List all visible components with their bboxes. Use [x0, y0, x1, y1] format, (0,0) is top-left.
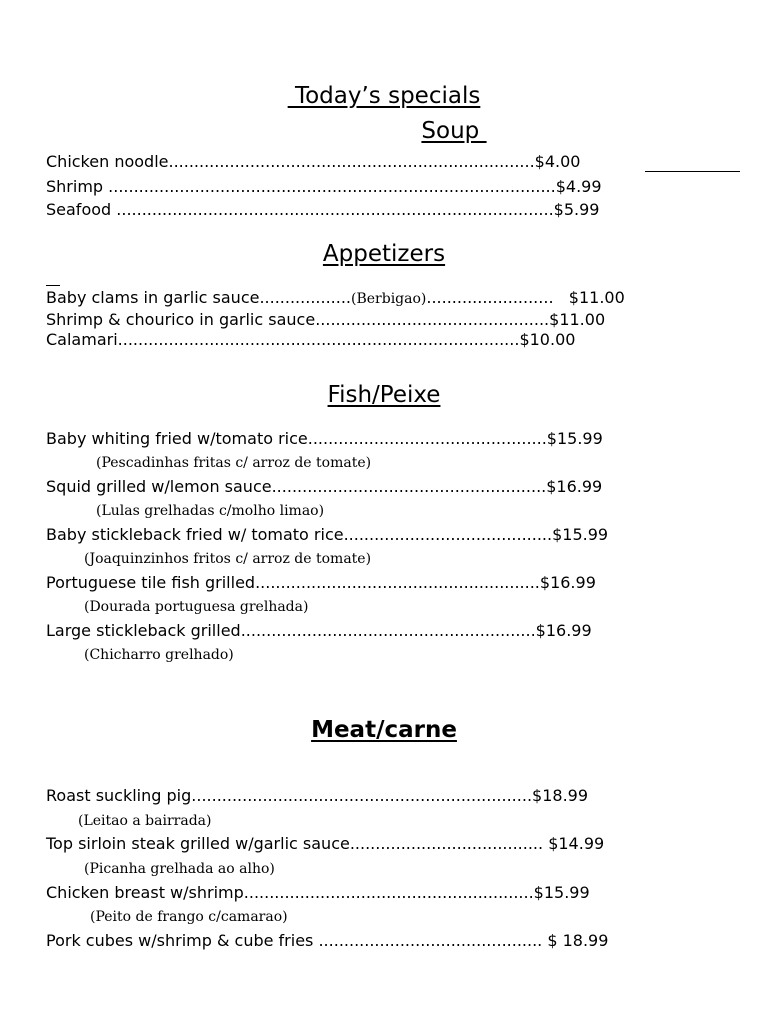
item-price: $16.99 — [546, 477, 603, 496]
item-translation: (Peito de frango c/camarao) — [90, 909, 288, 925]
item-name: Top sirloin steak grilled w/garlic sauce — [46, 834, 350, 853]
item-dots: ......................................................... — [243, 883, 534, 902]
item-name: Chicken noodle — [46, 152, 169, 171]
item-translation: (Pescadinhas fritas c/ arroz de tomate) — [96, 455, 372, 471]
item-dots: ............................................................................... — [117, 330, 520, 349]
item-name: Seafood — [46, 200, 117, 219]
menu-item — [46, 525, 608, 545]
item-price: $ 18.99 — [547, 931, 609, 950]
item-dots: ........................................................................................ — [108, 177, 556, 196]
item-dots: ........................................................ — [255, 573, 540, 592]
item-name: Portuguese tile fish grilled — [46, 573, 256, 592]
item-name: Calamari — [46, 330, 118, 349]
item-price: $14.99 — [548, 834, 605, 853]
page-title: Today’s specials — [287, 83, 481, 109]
item-dots: ...................................................................................... — [116, 200, 554, 219]
section-heading-meat: Meat/carne — [311, 717, 457, 743]
section-heading-soup: Soup — [421, 118, 487, 144]
menu-item — [46, 621, 592, 641]
section-heading-appetizers: Appetizers — [322, 241, 446, 267]
menu-item — [46, 330, 575, 350]
item-dots: ............................................ — [318, 931, 548, 950]
underline-rule — [645, 171, 740, 172]
item-translation: (Lulas grelhadas c/molho limao) — [96, 503, 325, 519]
item-translation: (Picanha grelhada ao alho) — [84, 861, 275, 877]
item-translation: (Dourada portuguesa grelhada) — [84, 599, 309, 615]
item-name: Baby stickleback fried w/ tomato rice — [46, 525, 344, 544]
menu-item — [46, 573, 596, 593]
item-name: Large stickleback grilled — [46, 621, 241, 640]
menu-item — [46, 288, 625, 309]
item-dots: ......................................... — [343, 525, 553, 544]
item-translation: (Leitao a bairrada) — [78, 813, 212, 829]
item-price: $11.00 — [558, 288, 625, 307]
item-price: $16.99 — [539, 573, 596, 592]
item-alt-name: (Berbigao) — [351, 291, 427, 307]
item-price: $15.99 — [546, 429, 603, 448]
item-dots: .................. — [259, 288, 351, 307]
menu-item — [46, 310, 605, 330]
item-name: Shrimp — [46, 177, 109, 196]
item-name: Baby whiting fried w/tomato rice — [46, 429, 308, 448]
item-name: Chicken breast w/shrimp — [46, 883, 244, 902]
item-dots: .......................................................... — [240, 621, 536, 640]
item-dots: ...................................... — [349, 834, 549, 853]
item-translation: (Joaquinzinhos fritos c/ arroz de tomate) — [84, 551, 372, 567]
menu-item — [46, 786, 588, 806]
item-dots: ................................................................... — [191, 786, 533, 805]
underline-rule — [46, 285, 60, 286]
item-dots: ......................... — [426, 288, 559, 307]
item-price: $11.00 — [549, 310, 606, 329]
menu-item — [46, 152, 580, 172]
menu-item — [46, 834, 604, 854]
item-price: $4.00 — [534, 152, 581, 171]
menu-item — [46, 477, 602, 497]
item-price: $10.00 — [519, 330, 576, 349]
item-dots: .............................................. — [315, 310, 550, 329]
item-price: $15.99 — [533, 883, 590, 902]
item-price: $5.99 — [553, 200, 600, 219]
item-translation: (Chicharro grelhado) — [84, 647, 234, 663]
item-name: Baby clams in garlic sauce — [46, 288, 260, 307]
item-price: $4.99 — [555, 177, 602, 196]
item-price: $15.99 — [552, 525, 609, 544]
section-heading-fish: Fish/Peixe — [327, 382, 441, 408]
menu-item — [46, 177, 602, 197]
menu-item — [46, 429, 603, 449]
item-dots: ............................................... — [307, 429, 547, 448]
item-name: Roast suckling pig — [46, 786, 192, 805]
menu-item — [46, 931, 608, 951]
item-price: $18.99 — [532, 786, 589, 805]
item-name: Squid grilled w/lemon sauce — [46, 477, 272, 496]
menu-item — [46, 200, 599, 220]
menu-item — [46, 883, 590, 903]
item-dots: ........................................................................ — [168, 152, 535, 171]
item-name: Shrimp & chourico in garlic sauce — [46, 310, 316, 329]
item-name: Pork cubes w/shrimp & cube fries — [46, 931, 319, 950]
item-dots: ...................................................... — [271, 477, 547, 496]
item-price: $16.99 — [535, 621, 592, 640]
